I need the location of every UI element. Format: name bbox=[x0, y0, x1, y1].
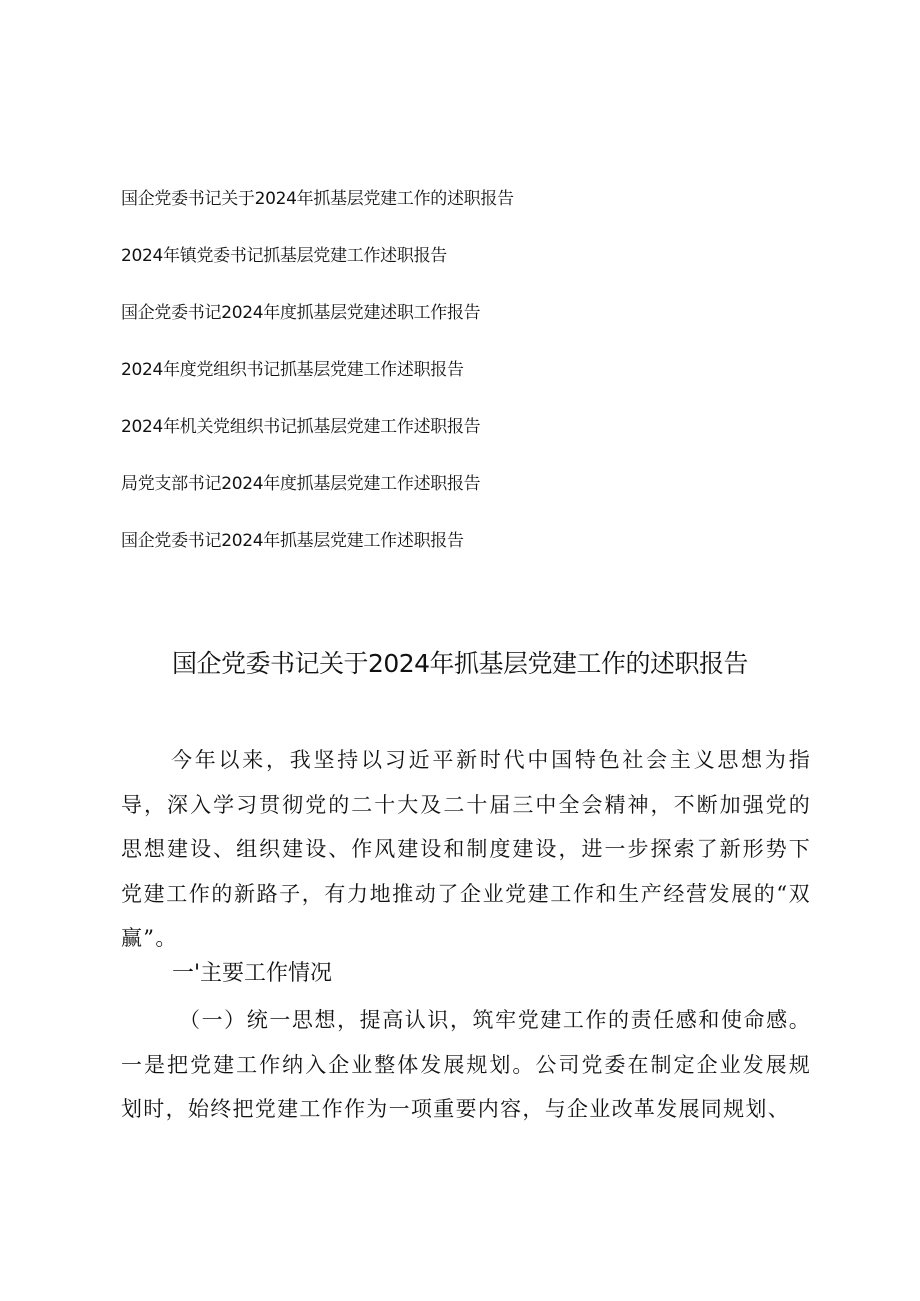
toc-item-3[interactable]: 国企党委书记2024年度抓基层党建述职工作报告 bbox=[121, 303, 481, 323]
intro-paragraph: 今年以来，我坚持以习近平新时代中国特色社会主义思想为指导，深入学习贯彻党的二十大及二十届三中全会精神，不断加强党的思想建设、组织建设、作风建设和制度建设，进一步探索了新形势下党建工作的新路子，有力地推动了企业党建工作和生产经营发展的“双赢”。 bbox=[121, 748, 811, 950]
toc-item-4[interactable]: 2024年度党组织书记抓基层党建工作述职报告 bbox=[121, 360, 464, 380]
section-heading: 一'主要工作情况 bbox=[172, 961, 333, 986]
toc-item-7[interactable]: 国企党委书记2024年抓基层党建工作述职报告 bbox=[121, 531, 464, 551]
section-paragraph: （一）统一思想，提高认识，筑牢党建工作的责任感和使命感。一是把党建工作纳入企业整体发展规划。公司党委在制定企业发展规划时，始终把党建工作作为一项重要内容，与企业改革发展同规划、 bbox=[121, 1008, 811, 1121]
toc-item-2[interactable]: 2024年镇党委书记抓基层党建工作述职报告 bbox=[121, 246, 447, 266]
document-title: 国企党委书记关于2024年抓基层党建工作的述职报告 bbox=[171, 649, 749, 678]
table-of-contents bbox=[121, 186, 821, 585]
toc-item-1[interactable]: 国企党委书记关于2024年抓基层党建工作的述职报告 bbox=[121, 189, 514, 209]
toc-item-6[interactable]: 局党支部书记2024年度抓基层党建工作述职报告 bbox=[121, 474, 481, 494]
toc-item-5[interactable]: 2024年机关党组织书记抓基层党建工作述职报告 bbox=[121, 417, 481, 437]
